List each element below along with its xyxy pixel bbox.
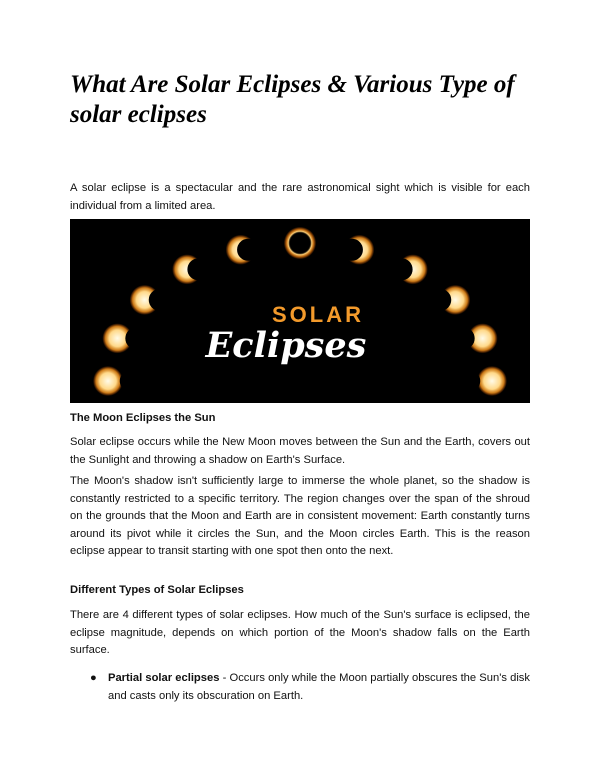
- section-heading-moon-eclipses: The Moon Eclipses the Sun: [70, 412, 216, 424]
- eclipse-phase-icon: [226, 235, 259, 265]
- eclipse-phase-icon: [102, 323, 147, 353]
- eclipse-sequence-graphic: [70, 219, 530, 403]
- eclipse-phase-icon: [93, 366, 142, 396]
- section-heading-types: Different Types of Solar Eclipses: [70, 584, 244, 596]
- eclipse-phase-icon: [341, 235, 374, 265]
- page-title: What Are Solar Eclipses & Various Type of solar eclipses: [70, 71, 515, 128]
- list-item: [90, 670, 530, 705]
- bullet-icon: ●: [90, 672, 97, 684]
- list-item-text: [108, 670, 530, 705]
- list-item-term: Partial solar eclipses: [108, 672, 220, 684]
- banner-eclipses-text: Eclipses: [205, 325, 367, 366]
- paragraph-types: There are 4 different types of solar eclipses. How much of the Sun's surface is eclipsed, the eclipse magnitude, depends on which portion of the Moon's shadow falls on the Earth surface.: [70, 609, 530, 656]
- eclipse-phase-icon: [284, 227, 316, 259]
- eclipse-phase-icon: [130, 285, 171, 315]
- intro-paragraph: A solar eclipse is a spectacular and the rare astronomical sight which is visible for each individual from a limited area.: [70, 182, 530, 212]
- list-item-description: - Occurs only while the Moon partially obscures the Sun's disk and casts only its obscuration on Earth.: [108, 672, 530, 702]
- banner-solar-text: SOLAR: [272, 302, 364, 327]
- eclipse-phase-icon: [458, 366, 507, 396]
- eclipse-phase-icon: [172, 254, 209, 284]
- solar-eclipses-banner-image: [70, 219, 530, 403]
- eclipse-phase-icon: [429, 285, 470, 315]
- paragraph-moon-eclipses-2: The Moon's shadow isn't sufficiently large to immerse the whole planet, so the shadow is constantly restricted to a specific territory. The region changes over the span of the shroud on the grounds that the Moon and Earth are in consistent movement: Earth constantly turns around its pivot while it circles the Sun, and the Moon circles Earth. This is the reason eclipse appear to transit starting with one spot then onto the next.: [70, 475, 530, 557]
- eclipse-phase-icon: [453, 323, 498, 353]
- eclipse-phase-icon: [391, 254, 428, 284]
- paragraph-moon-eclipses-1: Solar eclipse occurs while the New Moon moves between the Sun and the Earth, covers out the Sunlight and throwing a shadow on Earth's Surface.: [70, 436, 530, 466]
